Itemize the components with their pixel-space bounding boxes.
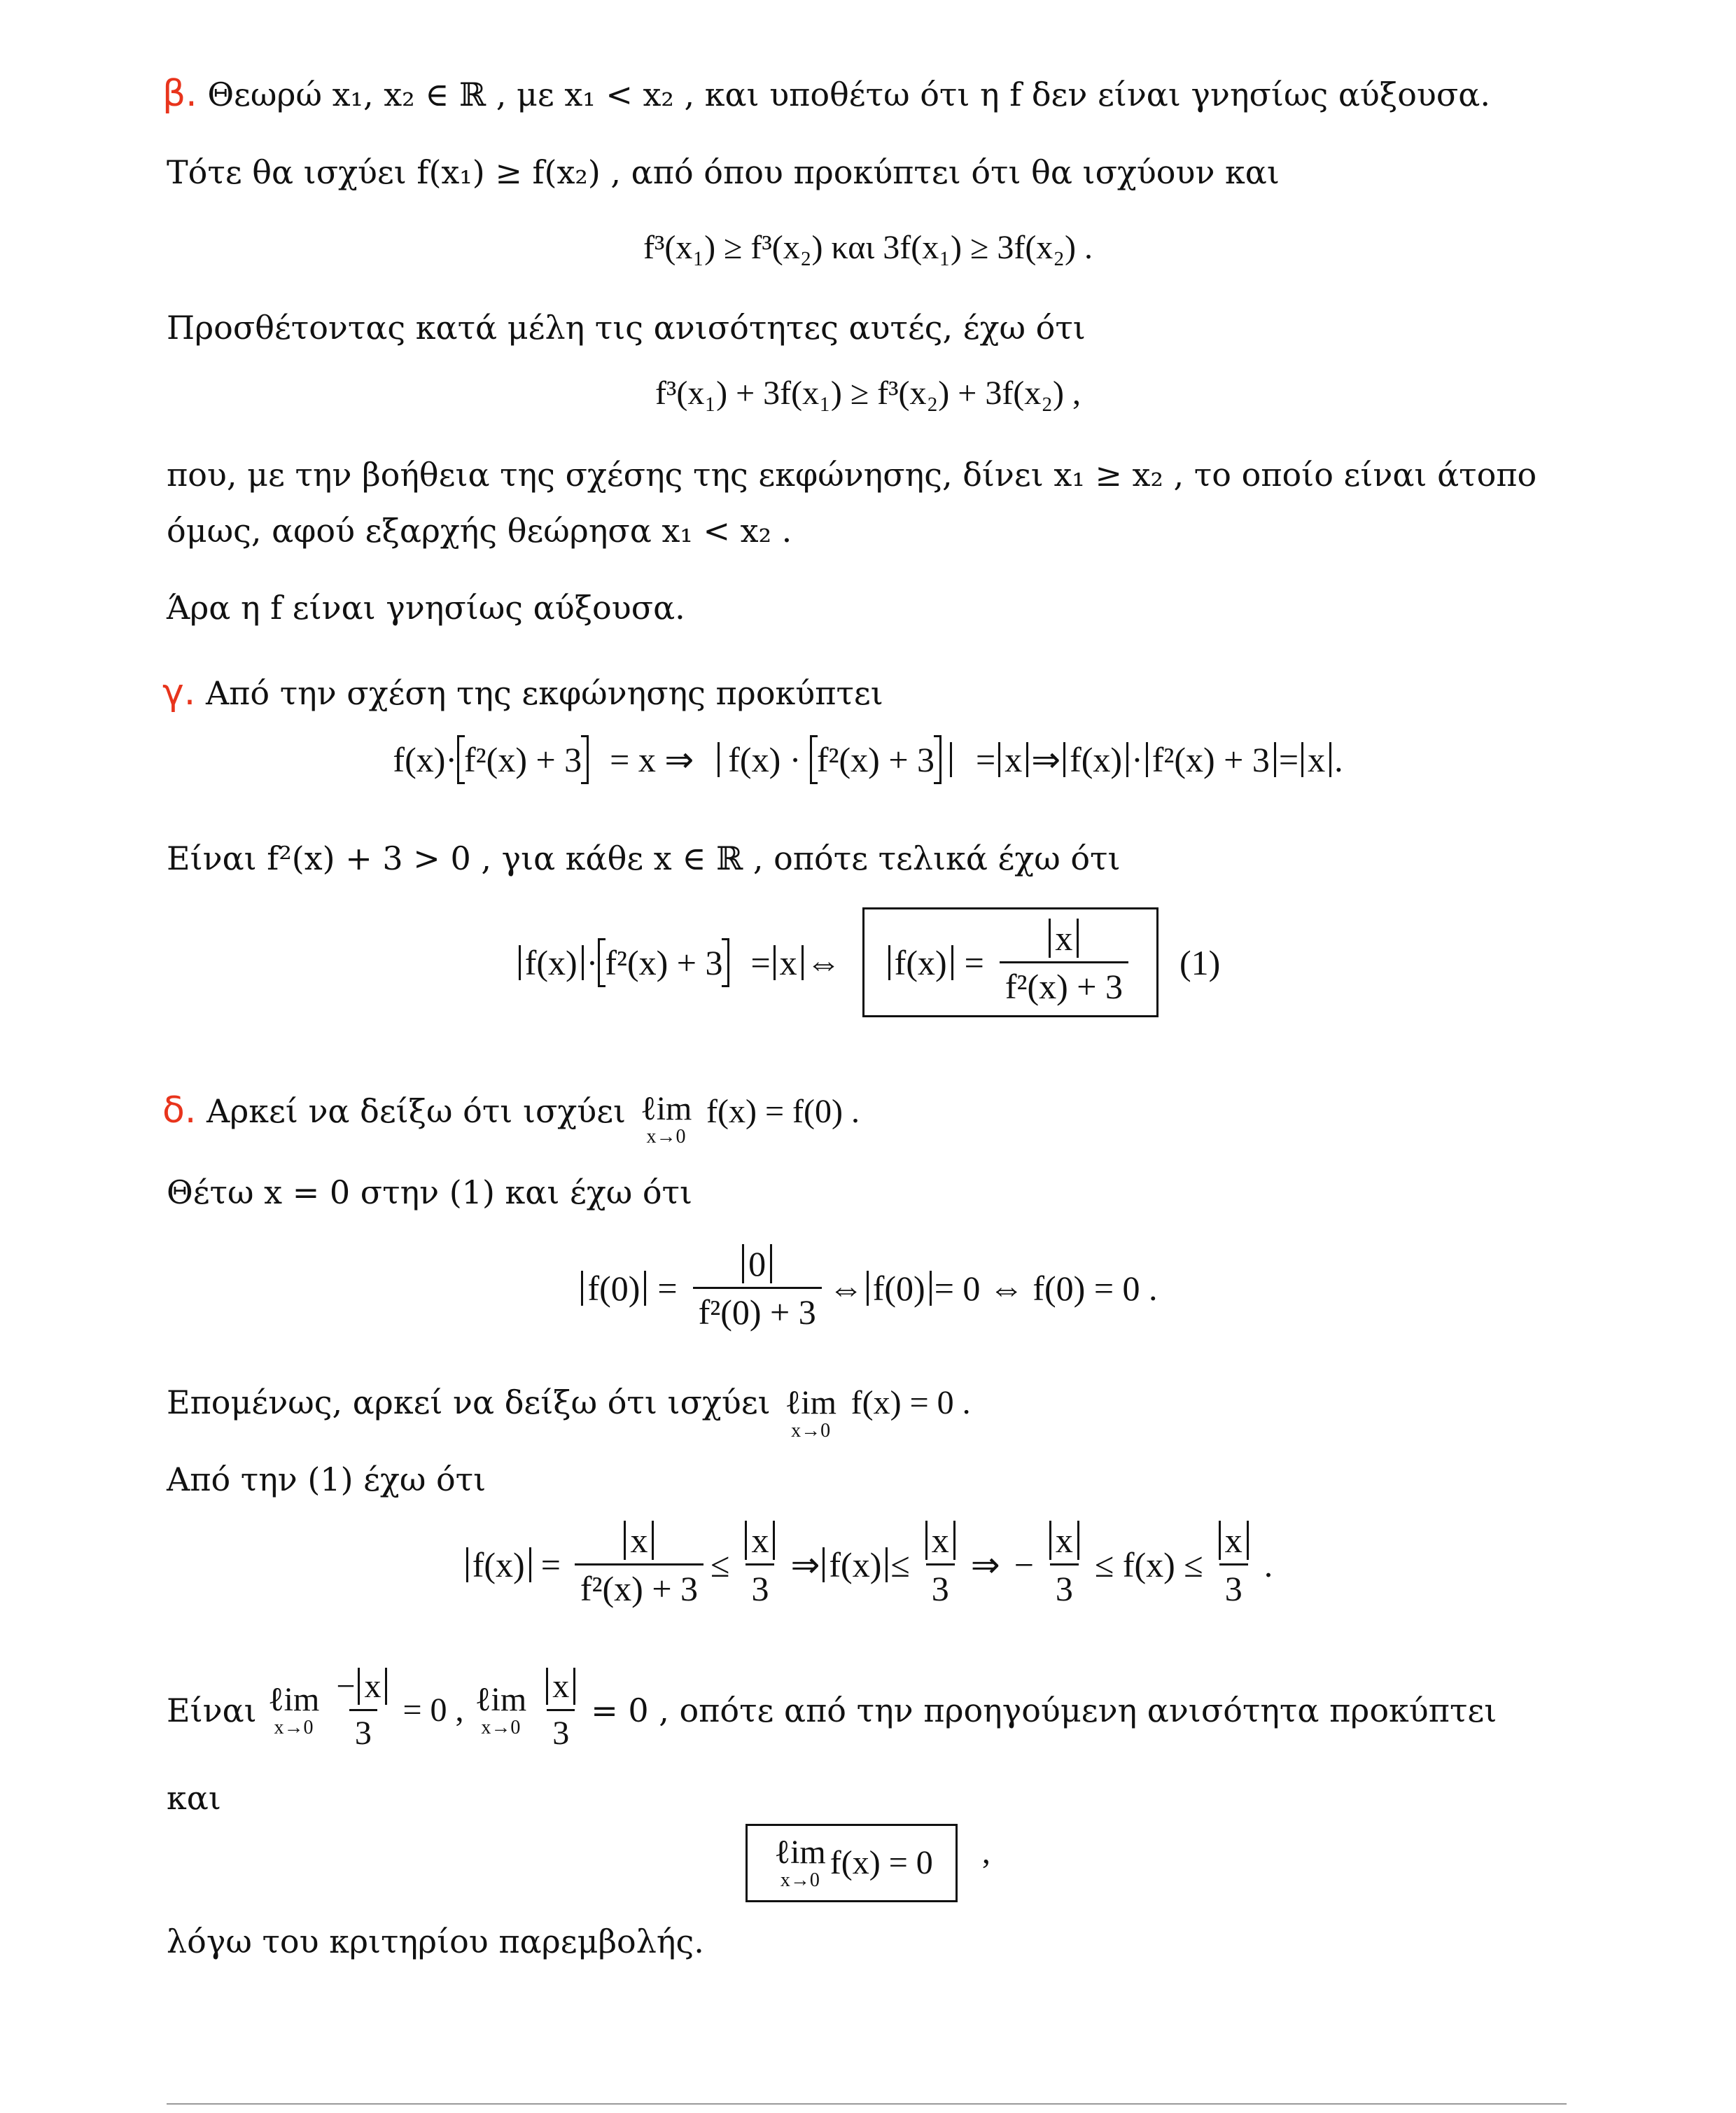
limit: [774, 1836, 826, 1890]
expr-eqx: = x ⇒: [610, 740, 694, 779]
denominator: f²(0) + 3: [693, 1287, 822, 1330]
limit: [475, 1680, 527, 1738]
delta-text-5-tail: = 0 , οπότε από την προηγούμενη ανισότητα προκύπτει: [591, 1691, 1497, 1729]
lim-sub: x→0: [274, 1716, 314, 1738]
lim-sub: x→0: [791, 1420, 831, 1442]
delta-final-result: [0, 1824, 1736, 1902]
denominator: 3: [349, 1709, 377, 1750]
equals: =: [1278, 740, 1299, 779]
delta-text-6: και: [167, 1779, 221, 1817]
iff: ⇔: [828, 1268, 864, 1308]
abs-x: x: [1049, 1521, 1079, 1560]
denominator: 3: [926, 1563, 955, 1606]
gamma-text-1: Από την σχέση της εκφώνησης προκύπτει: [205, 674, 883, 712]
iff: ⇔: [806, 942, 841, 982]
abs-f0: f(0): [867, 1271, 932, 1306]
section-gamma-line1: [162, 671, 883, 713]
implies: ⇒: [1031, 740, 1061, 779]
dot: ·: [445, 740, 458, 779]
lim-word: ℓim: [475, 1680, 527, 1718]
abs-x: x: [998, 742, 1028, 777]
dot: ·: [789, 740, 802, 779]
delta-text-3-line: [167, 1383, 971, 1442]
abs-x: x: [546, 1668, 575, 1705]
equals: =: [657, 1268, 678, 1308]
delta-text-2: Θέτω x = 0 στην (1) και έχω ότι: [167, 1173, 693, 1211]
fraction: [1000, 921, 1128, 1004]
delta-text-7: λόγω του κριτηρίου παρεμβολής.: [167, 1923, 704, 1960]
delta-equation-1: [0, 1246, 1736, 1330]
abs-fx: f(x): [466, 1547, 531, 1582]
boxed-result-2: [746, 1824, 958, 1902]
gamma-text-2: Είναι f²(x) + 3 > 0 , για κάθε x ∈ ℝ , οπότε τελικά έχω ότι: [167, 839, 1121, 877]
period: .: [1264, 1544, 1273, 1584]
fraction: [693, 1246, 822, 1330]
abs-fx: f(x): [519, 945, 584, 980]
lim-sub: x→0: [780, 1869, 820, 1891]
abs-x: x: [1219, 1521, 1249, 1560]
denominator: f²(x) + 3: [575, 1563, 704, 1606]
delta-limits-line: [167, 1670, 1497, 1750]
footer-rule: [167, 2103, 1567, 2105]
le: ≤: [890, 1544, 910, 1584]
delta-text-5a: Είναι: [167, 1691, 257, 1729]
abs-x: x: [624, 1521, 654, 1560]
eq-tail: = 0 ⇔ f(0) = 0 .: [934, 1268, 1158, 1308]
equation-number: (1): [1179, 942, 1221, 982]
abs-fx: f(x): [1063, 742, 1128, 777]
implies: ⇒: [970, 1544, 1000, 1584]
expr-fx: f(x): [728, 740, 781, 779]
eq-zero: = 0 ,: [402, 1691, 464, 1729]
lim-sub: x→0: [646, 1126, 686, 1148]
beta-text-6: Άρα η f είναι γνησίως αύξουσα.: [167, 589, 685, 627]
expr-f2x3: f²(x) + 3: [816, 740, 935, 779]
equals: =: [750, 942, 771, 982]
beta-text-3: Προσθέτοντας κατά μέλη τις ανισότητες αυτές, έχω ότι: [167, 309, 1086, 347]
label-delta: δ.: [162, 1089, 197, 1131]
le: ≤: [710, 1544, 730, 1584]
delta-equation-2: [0, 1523, 1736, 1606]
delta-expr-1: f(x) = f(0) .: [706, 1093, 860, 1130]
expr-fx: f(x): [393, 740, 446, 779]
abs-f0: f(0): [581, 1271, 646, 1306]
denominator: 3: [746, 1563, 774, 1606]
abs-x: x: [1301, 742, 1331, 777]
lim-word: ℓim: [774, 1834, 826, 1871]
equals: =: [540, 1544, 561, 1584]
lim-word: ℓim: [267, 1680, 320, 1718]
abs-x: x: [745, 1521, 775, 1560]
lim-sub: x→0: [481, 1716, 521, 1738]
fraction: [1041, 1523, 1088, 1606]
delta-text-4: Από την (1) έχω ότι: [167, 1460, 486, 1498]
boxed-result-1: [862, 907, 1158, 1017]
abs-x: x: [925, 1521, 955, 1560]
denominator: 3: [1050, 1563, 1079, 1606]
fraction: [575, 1523, 704, 1606]
delta-text-3: Επομένως, αρκεί να δείξω ότι ισχύει: [167, 1383, 771, 1421]
label-gamma: γ.: [162, 671, 196, 713]
section-delta-line1: [162, 1089, 860, 1148]
equals: =: [976, 740, 996, 779]
abs-x: x: [358, 1668, 387, 1705]
delta-text-1: Αρκεί να δείξω ότι ισχύει: [206, 1092, 626, 1130]
fraction: [538, 1670, 584, 1750]
minus: −: [336, 1668, 356, 1705]
abs-fx: f(x): [822, 1547, 888, 1582]
le-fx-le: ≤ f(x) ≤: [1094, 1544, 1203, 1584]
lim-word: ℓim: [640, 1090, 692, 1127]
abs-x: x: [1049, 919, 1079, 958]
delta-expr-3: f(x) = 0 .: [850, 1384, 971, 1421]
label-beta: β.: [162, 73, 197, 115]
section-beta-line1: [162, 73, 1490, 115]
abs-fx: f(x): [888, 945, 953, 980]
beta-equation-1: f³(x₁) ≥ f³(x₂) και 3f(x₁) ≥ 3f(x₂) .: [643, 229, 1093, 266]
expr-f2x3: f²(x) + 3: [464, 740, 582, 779]
period: .: [1334, 740, 1343, 779]
limit: [785, 1386, 836, 1441]
beta-text-1: Θεωρώ x₁, x₂ ∈ ℝ , με x₁ < x₂ , και υποθέτω ότι η f δεν είναι γνησίως αύξουσα.: [207, 76, 1490, 113]
beta-equation-2: f³(x₁) + 3f(x₁) ≥ f³(x₂) + 3f(x₂) ,: [654, 375, 1081, 412]
abs-zero: 0: [742, 1244, 772, 1283]
implies: ⇒: [790, 1544, 820, 1584]
limit: [640, 1092, 692, 1147]
denominator: 3: [547, 1709, 575, 1750]
comma: ,: [981, 1834, 990, 1871]
denominator: f²(x) + 3: [1000, 961, 1128, 1004]
gamma-equation-1: [0, 742, 1736, 777]
beta-text-2: Τότε θα ισχύει f(x₁) ≥ f(x₂) , από όπου προκύπτει ότι θα ισχύουν και: [167, 153, 1280, 191]
lim-word: ℓim: [785, 1384, 836, 1421]
dot: ·: [586, 942, 598, 982]
denominator: 3: [1219, 1563, 1248, 1606]
minus: −: [1014, 1544, 1034, 1584]
abs-f2x3: f²(x) + 3: [1146, 742, 1276, 777]
fraction: [330, 1670, 396, 1750]
fraction: [917, 1523, 964, 1606]
fraction: [1210, 1523, 1257, 1606]
abs-x: x: [774, 945, 804, 980]
gamma-equation-2: [0, 907, 1736, 1017]
limit: [267, 1680, 320, 1738]
fraction: [736, 1523, 783, 1606]
beta-text-4: που, με την βοήθεια της σχέσης της εκφώνησης, δίνει x₁ ≥ x₂ , το οποίο είναι άτοπο: [167, 456, 1537, 494]
equals: =: [964, 942, 984, 982]
expr-f2x3: f²(x) + 3: [605, 942, 723, 982]
beta-text-5: όμως, αφού εξαρχής θεώρησα x₁ < x₂ .: [167, 512, 792, 550]
final-expr: f(x) = 0: [830, 1844, 933, 1881]
dot: ·: [1131, 740, 1143, 779]
